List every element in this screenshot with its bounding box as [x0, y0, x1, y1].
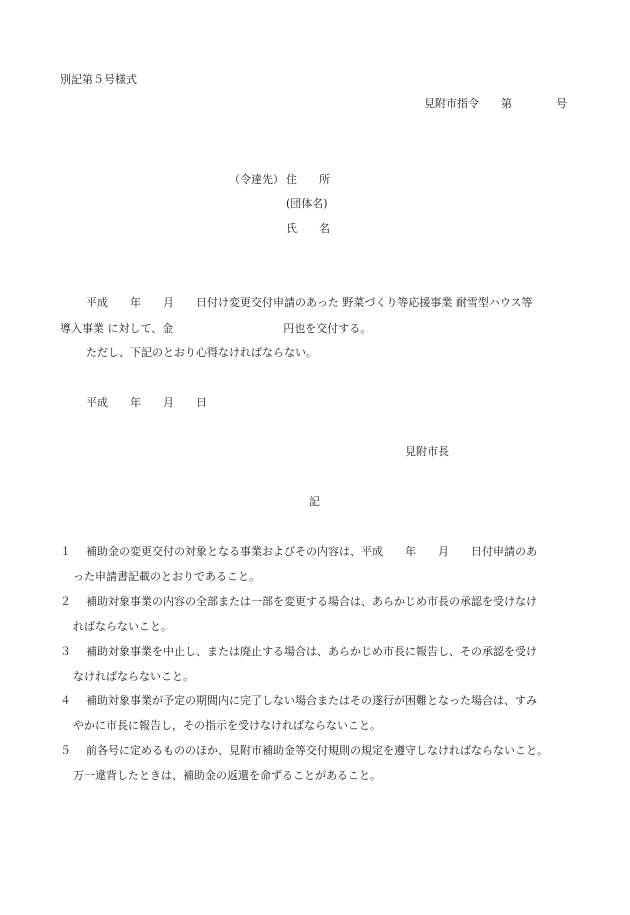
condition-line-1: 補助金の変更交付の対象となる事業およびその内容は、平成 年 月 日付申請のあ — [86, 545, 537, 558]
condition-line-2: なければならないこと。 — [73, 670, 194, 683]
document-number: 見附市指令 第 号 — [424, 97, 567, 110]
ki-heading: 記 — [309, 495, 320, 508]
condition-number: １ — [60, 545, 71, 558]
body-line-3: ただし、下記のとおり心得なければならない。 — [86, 346, 317, 359]
condition-line-2: ればならないこと。 — [73, 620, 172, 633]
recipient-address-label: 住 所 — [286, 173, 330, 186]
condition-number: ３ — [60, 645, 71, 658]
condition-line-2: った申請書記載のとおりであること。 — [73, 570, 260, 583]
issuer: 見附市長 — [405, 445, 449, 458]
condition-number: ２ — [60, 595, 71, 608]
form-label: 別記第５号様式 — [60, 73, 137, 86]
condition-number: ４ — [60, 694, 71, 707]
condition-line-1: 前各号に定めるもののほか、見附市補助金等交付規則の規定を遵守しなければならないこと。 — [86, 744, 548, 757]
condition-number: ５ — [60, 744, 71, 757]
condition-line-2: やかに市長に報告し，その指示を受けなければならないこと。 — [73, 719, 381, 732]
body-line-1: 平成 年 月 日付け変更交付申請のあった 野菜づくり等応援事業 耐雪型ハウス等 — [86, 296, 533, 309]
recipient-name-label: 氏 名 — [286, 222, 330, 235]
condition-line-1: 補助対象事業の内容の全部または一部を変更する場合は、あらかじめ市長の承認を受けなけ — [86, 595, 537, 608]
recipient-org-label: (団体名) — [286, 197, 328, 210]
issue-date: 平成 年 月 日 — [86, 396, 207, 409]
condition-line-1: 補助対象事業を中止し、または廃止する場合は、あらかじめ市長に報告し、その承認を受け — [86, 645, 537, 658]
condition-line-1: 補助対象事業が予定の期間内に完了しない場合またはその遂行が困難となった場合は、すみ — [86, 694, 537, 707]
condition-line-2: 万一違背したときは、補助金の返還を命ずることがあること。 — [73, 769, 381, 782]
body-line-2: 導入事業 に対して、金 円也を交付する。 — [60, 322, 372, 335]
recipient-label: （令達先） — [229, 173, 284, 186]
